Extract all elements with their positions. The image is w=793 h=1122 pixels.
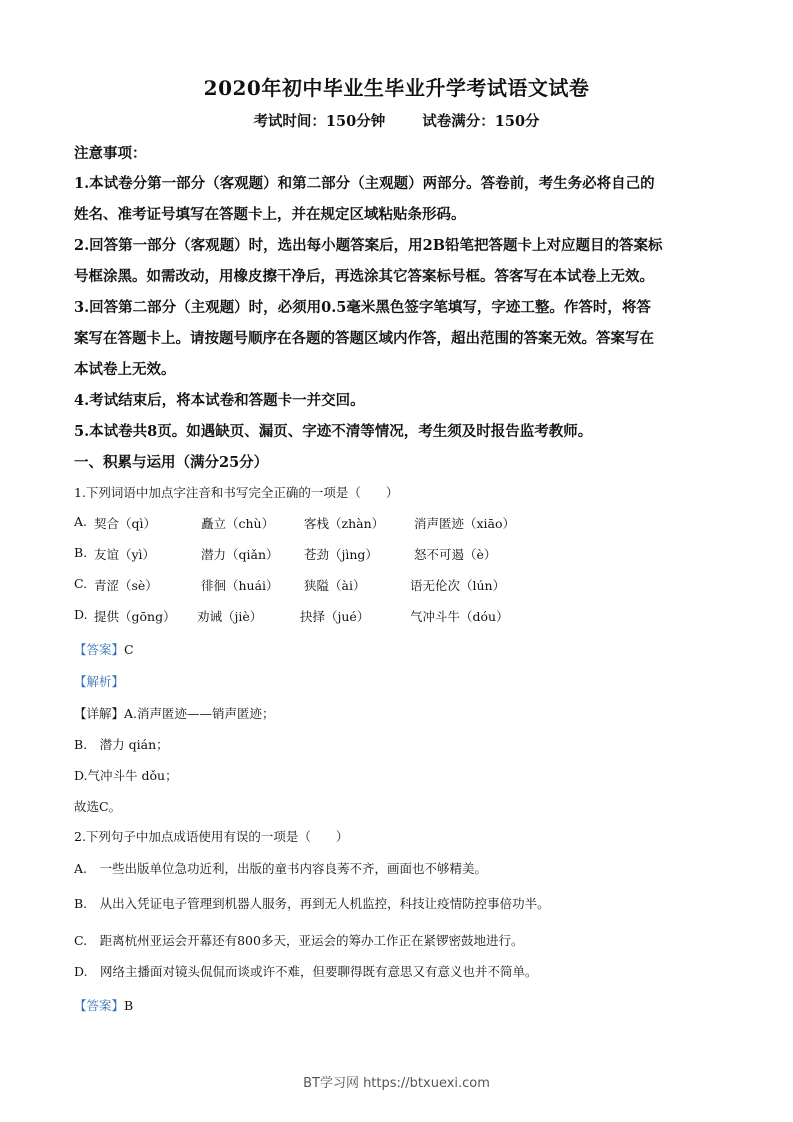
option-item: 青涩（sè） xyxy=(94,578,158,593)
detail-line-b: B. 潜力 qián； xyxy=(74,737,169,752)
q1-answer xyxy=(74,640,134,658)
footer-watermark: BT学习网 https://btxuexi.com xyxy=(303,1076,490,1091)
q2-option: C. 距离杭州亚运会开幕还有800多天，亚运会的筹办工作正在紧锣密鼓地进行。 xyxy=(74,933,524,948)
notice-line: 本试卷上无效。 xyxy=(74,361,176,378)
option-item: 矗立（chù） xyxy=(201,516,275,531)
notice-line: 姓名、准考证号填写在答题卡上，并在规定区域粘贴条形码。 xyxy=(74,206,466,223)
notice-line: 4.考试结束后，将本试卷和答题卡一并交回。 xyxy=(74,392,365,409)
option-item: 抉择（jué） xyxy=(300,609,370,624)
q2-option: D. 网络主播面对镜头侃侃而谈或许不难，但要聊得既有意思又有意义也并不简单。 xyxy=(74,964,538,979)
option-item: 消声匿迹（xiāo） xyxy=(414,516,516,531)
option-label: D. xyxy=(74,607,88,622)
notice-line: 3.回答第二部分（主观题）时，必须用0.5毫米黑色签字笔填写，字迹工整。作答时，将答 xyxy=(74,299,651,316)
q2-answer xyxy=(74,996,133,1014)
option-item: 怒不可遏（è） xyxy=(414,547,497,562)
option-item: 语无伦次（lún） xyxy=(410,578,506,593)
detail-text: A.消声匿迹——销声匿迹； xyxy=(124,706,275,721)
answer-value: C xyxy=(124,642,134,657)
option-item: 提供（gōng） xyxy=(94,609,176,624)
q2-option: A. 一些出版单位急功近利，出版的童书内容良莠不齐，画面也不够精美。 xyxy=(74,861,488,876)
option-label: C. xyxy=(74,576,88,591)
exam-title: 2020年初中毕业生毕业升学考试语文试卷 xyxy=(203,76,590,100)
notice-line: 1.本试卷分第一部分（客观题）和第二部分（主观题）两部分。答卷前，考生务必将自己的 xyxy=(74,175,655,192)
option-item: 苍劲（jìng） xyxy=(304,547,378,562)
notice-line: 案写在答题卡上。请按题号顺序在各题的答题区域内作答，超出范围的答案无效。答案写在 xyxy=(74,330,654,347)
exam-subtitle xyxy=(0,110,793,131)
detail-line-d: D.气冲斗牛 dǒu； xyxy=(74,768,178,783)
notice-line: 2.回答第一部分（客观题）时，选出每小题答案后，用2B铅笔把答题卡上对应题目的答案标 xyxy=(74,237,663,254)
analysis-tag: 【解析】 xyxy=(74,674,125,689)
option-item: 徘徊（huái） xyxy=(201,578,279,593)
q1-detail xyxy=(74,704,275,722)
option-item: 客栈（zhàn） xyxy=(304,516,385,531)
section-heading: 一、积累与运用（满分25分） xyxy=(74,454,269,471)
option-item: 劝诫（jiè） xyxy=(197,609,263,624)
q2-option: B. 从出入凭证电子管理到机器人服务，再到无人机监控，科技让疫情防控事倍功半。 xyxy=(74,896,550,911)
notice-line: 号框涂黑。如需改动，用橡皮擦干净后，再选涂其它答案标号框。答客写在本试卷上无效。 xyxy=(74,268,654,285)
detail-tag: 【详解】 xyxy=(74,706,125,721)
option-label: B. xyxy=(74,545,88,560)
option-item: 狭隘（ài） xyxy=(304,578,366,593)
option-item: 契合（qì） xyxy=(94,516,156,531)
answer-tag: 【答案】 xyxy=(74,998,125,1013)
question-2-stem: 2.下列句子中加点成语使用有误的一项是（ ） xyxy=(74,829,349,844)
full-score: 试卷满分：150分 xyxy=(422,113,540,130)
answer-tag: 【答案】 xyxy=(74,642,125,657)
option-label: A. xyxy=(74,514,88,529)
question-1-stem: 1.下列词语中加点字注音和书写完全正确的一项是（ ） xyxy=(74,485,399,500)
exam-time: 考试时间：150分钟 xyxy=(253,113,386,130)
option-item: 气冲斗牛（dóu） xyxy=(410,609,509,624)
notice-header: 注意事项： xyxy=(74,145,147,162)
answer-value: B xyxy=(124,998,134,1013)
option-item: 友谊（yì） xyxy=(94,547,156,562)
conclusion: 故选C。 xyxy=(74,799,122,814)
option-item: 潜力（qiǎn） xyxy=(201,547,279,562)
notice-line: 5.本试卷共8页。如遇缺页、漏页、字迹不清等情况，考生须及时报告监考教师。 xyxy=(74,423,593,440)
